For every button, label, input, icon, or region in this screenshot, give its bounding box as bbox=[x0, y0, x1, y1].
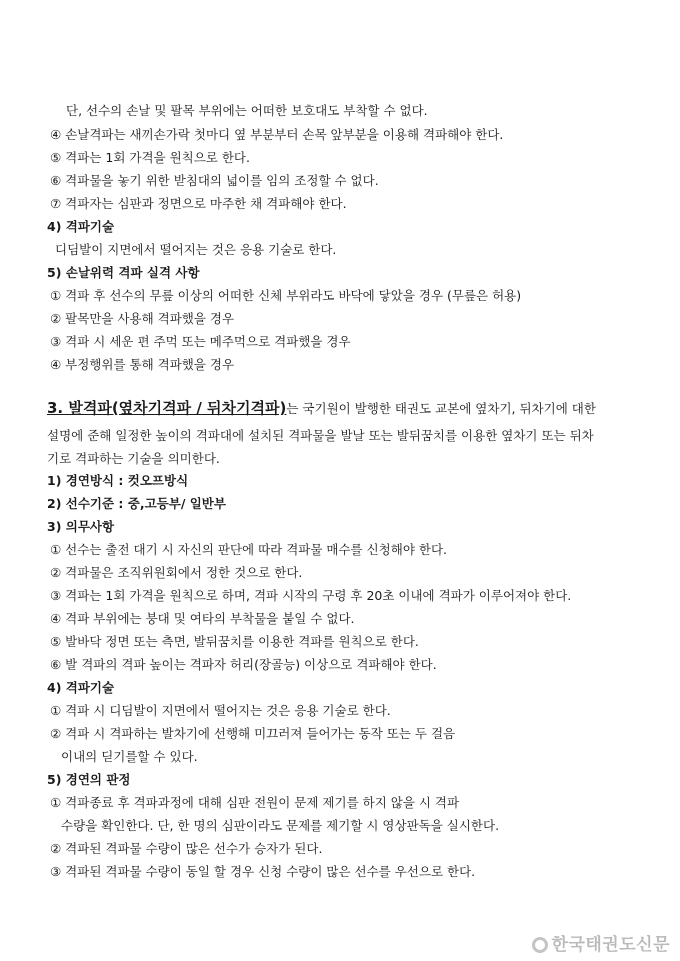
subheading-disqualification: 5) 손날위력 격파 실격 사항 bbox=[47, 265, 200, 280]
watermark-text: 한국태권도신문 bbox=[551, 935, 670, 955]
rule-item-7: ⑦ 격파자는 심판과 정면으로 마주한 채 격파해야 한다. bbox=[50, 196, 347, 211]
rule-item-6: ⑥ 격파물을 놓기 위한 받침대의 넓이를 임의 조정할 수 없다. bbox=[50, 173, 379, 188]
obligation-item-1: ① 선수는 출전 대기 시 자신의 판단에 따라 격파물 매수를 신청해야 한다. bbox=[50, 542, 447, 557]
section-3-intro-2: 설명에 준해 일정한 높이의 격파대에 설치된 격파물을 발날 또는 발뒤꿈치를 이용한 옆차기 또는 뒤차 bbox=[47, 428, 594, 443]
section-3-intro-first-line bbox=[47, 400, 596, 417]
rule-item-5: ⑤ 격파는 1회 가격을 원칙으로 한다. bbox=[50, 150, 250, 165]
rule-item-4: ④ 손날격파는 새끼손가락 첫마디 옆 부분부터 손목 앞부분을 이용해 격파해야 한다. bbox=[50, 127, 504, 142]
judgment-item-1: ① 격파종료 후 격파과정에 대해 심판 전원이 문제 제기를 하지 않을 시 격파 bbox=[50, 795, 460, 810]
rule-line: 단, 선수의 손날 및 팔목 부위에는 어떠한 보호대도 부착할 수 없다. bbox=[66, 103, 428, 118]
obligation-item-4: ④ 격파 부위에는 붕대 및 여타의 부착물을 붙일 수 없다. bbox=[50, 611, 355, 626]
subheading-obligations: 3) 의무사항 bbox=[47, 519, 115, 534]
section-3-intro-1: 는 국기원이 발행한 태권도 교본에 옆차기, 뒤차기에 대한 bbox=[286, 401, 596, 416]
subheading-technique: 4) 격파기술 bbox=[47, 219, 115, 234]
technique-item-2-cont: 이내의 딛기를할 수 있다. bbox=[61, 749, 198, 764]
technique-item-2: ② 격파 시 격파하는 발차기에 선행해 미끄러져 들어가는 동작 또는 두 걸음 bbox=[50, 726, 456, 741]
watermark-logo-icon bbox=[532, 937, 548, 953]
section-3-title: 3. 발격파(옆차기격파 / 뒤차기격파) bbox=[47, 399, 287, 417]
disqualification-item-1: ① 격파 후 선수의 무릎 이상의 어떠한 신체 부위라도 바닥에 닿았을 경우 (무릎은 허용) bbox=[50, 288, 522, 303]
technique-item-1: ① 격파 시 디딤발이 지면에서 떨어지는 것은 응용 기술로 한다. bbox=[50, 703, 391, 718]
subheading-athlete-criteria: 2) 선수기준 : 중,고등부/ 일반부 bbox=[47, 496, 226, 511]
disqualification-item-3: ③ 격파 시 세운 편 주먹 또는 메주먹으로 격파했을 경우 bbox=[50, 334, 351, 349]
technique-text: 디딤발이 지면에서 떨어지는 것은 응용 기술로 한다. bbox=[55, 242, 337, 257]
disqualification-item-4: ④ 부정행위를 통해 격파했을 경우 bbox=[50, 357, 235, 372]
obligation-item-2: ② 격파물은 조직위원회에서 정한 것으로 한다. bbox=[50, 565, 303, 580]
section-3-intro-3: 기로 격파하는 기술을 의미한다. bbox=[47, 451, 220, 466]
newspaper-watermark bbox=[532, 930, 670, 955]
obligation-item-6: ⑥ 발 격파의 격파 높이는 격파자 허리(장골능) 이상으로 격파해야 한다. bbox=[50, 657, 437, 672]
judgment-item-1-cont: 수량을 확인한다. 단, 한 명의 심판이라도 문제를 제기할 시 영상판독을 실시한다. bbox=[61, 818, 500, 833]
obligation-item-3: ③ 격파는 1회 가격을 원칙으로 하며, 격파 시작의 구령 후 20초 이내에 격파가 이루어져야 한다. bbox=[50, 588, 572, 603]
subheading-judgment: 5) 경연의 판정 bbox=[47, 772, 131, 787]
subheading-technique-2: 4) 격파기술 bbox=[47, 680, 115, 695]
subheading-competition-method: 1) 경연방식 : 컷오프방식 bbox=[47, 473, 189, 488]
judgment-item-3: ③ 격파된 격파물 수량이 동일 할 경우 신청 수량이 많은 선수를 우선으로 한다. bbox=[50, 864, 476, 879]
disqualification-item-2: ② 팔목만을 사용해 격파했을 경우 bbox=[50, 311, 235, 326]
obligation-item-5: ⑤ 발바닥 정면 또는 측면, 발뒤꿈치를 이용한 격파를 원칙으로 한다. bbox=[50, 634, 419, 649]
judgment-item-2: ② 격파된 격파물 수량이 많은 선수가 승자가 된다. bbox=[50, 841, 323, 856]
